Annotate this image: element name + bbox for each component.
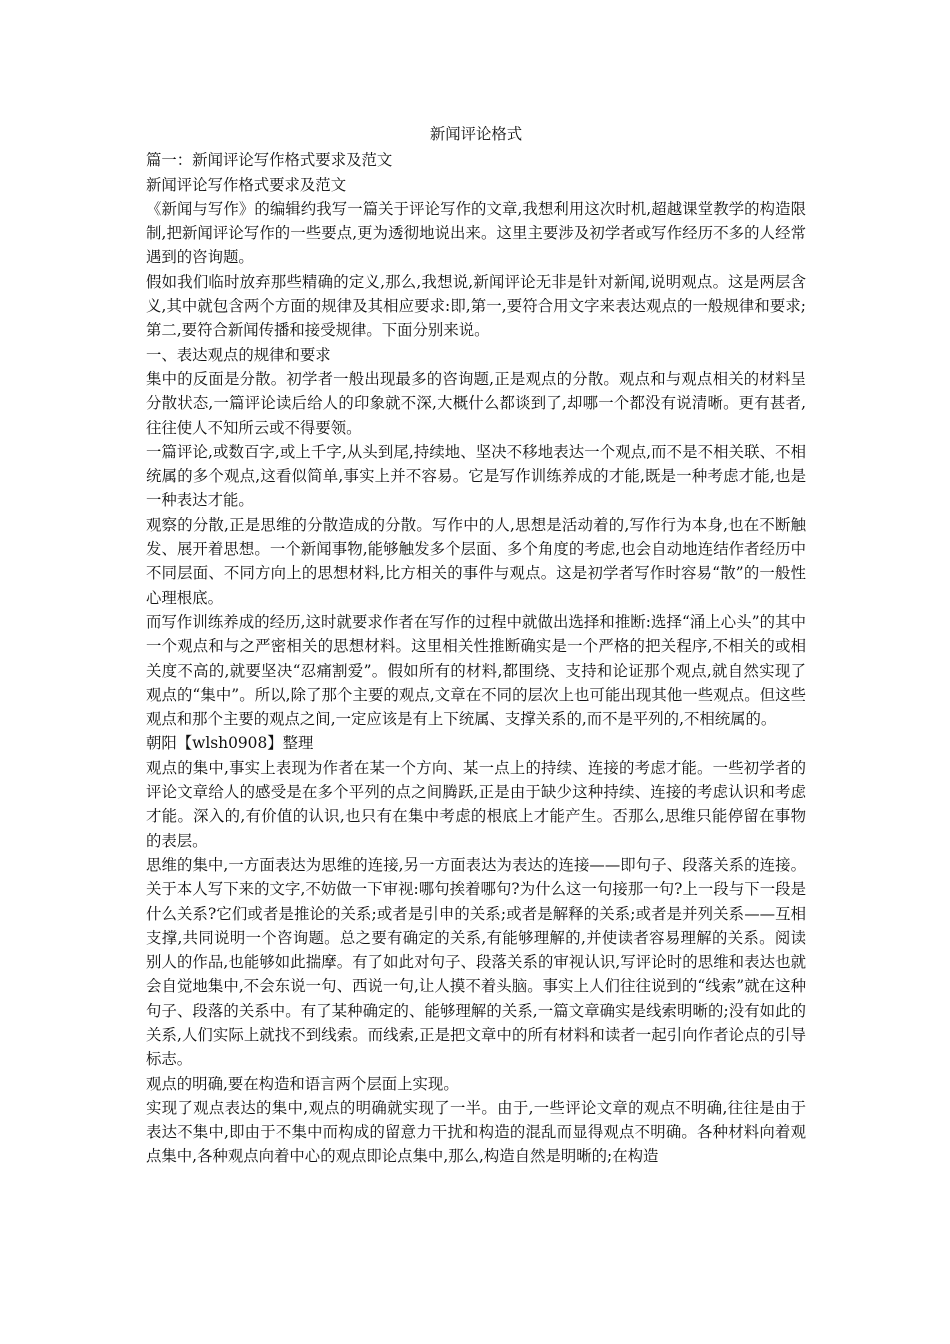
paragraph-dispersion: 集中的反面是分散。初学者一般出现最多的咨询题,正是观点的分散。观点和与观点相关的材料呈分散状态,一篇评论读后给人的印象就不深,大概什么都谈到了,却哪一个都没有说清晰。更有甚者,往往使人不知所云或不得要领。 [146, 369, 806, 437]
paragraph-definition: 假如我们临时放弃那些精确的定义,那么,我想说,新闻评论无非是针对新闻,说明观点。这是两层含义,其中就包含两个方面的规律及其相应要求:即,第一,要符合用文字来表达观点的一般规律和要求;第二,要符合新闻传播和接受规律。下面分别来说。 [146, 272, 806, 340]
paragraph-concentration: 观点的集中,事实上表现为作者在某一个方向、某一点上的持续、连接的考虑才能。一些初学者的评论文章给人的感受是在多个平列的点之间腾跃,正是由于缺少这种持续、连接的考虑认识和考虑才能。深入的,有价值的认识,也只有在集中考虑的根底上才能产生。否那么,思维只能停留在事物的表层。 [146, 758, 806, 850]
paragraph-single-viewpoint: 一篇评论,或数百字,或上千字,从头到尾,持续地、坚决不移地表达一个观点,而不是不相关联、不相统属的多个观点,这看似简单,事实上并不容易。它是写作训练养成的才能,既是一种考虑才能,也是一种表达才能。 [146, 442, 806, 510]
paragraph-credit: 朝阳【wlsh0908】整理 [146, 734, 314, 753]
document-body [146, 122, 806, 1169]
paragraph-clarity: 观点的明确,要在构造和语言两个层面上实现。 [146, 1074, 459, 1093]
paragraph-section-heading-1: 篇一：新闻评论写作格式要求及范文 [146, 151, 393, 170]
paragraph-structure: 实现了观点表达的集中,观点的明确就实现了一半。由于,一些评论文章的观点不明确,往往是由于表达不集中,即由于不集中而构成的留意力干扰和构造的混乱而显得观点不明确。各种材料向着观点集中,各种观点向着中心的观点即论点集中,那么,构造自然是明晰的;在构造 [146, 1098, 806, 1166]
paragraph-intro: 《新闻与写作》的编辑约我写一篇关于评论写作的文章,我想利用这次时机,超越课堂教学的构造限制,把新闻评论写作的一些要点,更为透彻地说出来。这里主要涉及初学者或写作经历不多的人经常遇到的咨询题。 [146, 199, 806, 267]
paragraph-selection: 而写作训练养成的经历,这时就要求作者在写作的过程中就做出选择和推断:选择“涌上心头”的其中一个观点和与之严密相关的思想材料。这里相关性推断确实是一个严格的把关程序,不相关的或相关度不高的,就要坚决“忍痛割爱”。假如所有的材料,都围绕、支持和论证那个观点,就自然实现了观点的“集中”。所以,除了那个主要的观点,文章在不同的层次上也可能出现其他一些观点。但这些观点和那个主要的观点之间,一定应该是有上下统属、支撑关系的,而不是平列的,不相统属的。 [146, 612, 806, 729]
paragraph-subtitle: 新闻评论写作格式要求及范文 [146, 175, 347, 194]
paragraph-heading-rules: 一、表达观点的规律和要求 [146, 345, 331, 364]
paragraph-thinking-connection: 思维的集中,一方面表达为思维的连接,另一方面表达为表达的连接——即句子、段落关系的连接。关于本人写下来的文字,不妨做一下审视:哪句挨着哪句?为什么这一句接那一句?上一段与下一段是什么关系?它们或者是推论的关系;或者是引申的关系;或者是解释的关系;或者是并列关系——互相支撑,共同说明一个咨询题。总之要有确定的关系,有能够理解的,并使读者容易理解的关系。阅读别人的作品,也能够如此揣摩。有了如此对句子、段落关系的审视认识,写评论时的思维和表达也就会自觉地集中,不会东说一句、西说一句,让人摸不着头脑。事实上人们往往说到的“线索”就在这种句子、段落的关系中。有了某种确定的、能够理解的关系,一篇文章确实是线索明晰的;没有如此的关系,人们实际上就找不到线索。而线索,正是把文章中的所有材料和读者一起引向作者论点的引导标志。 [146, 855, 806, 1069]
document-title: 新闻评论格式 [429, 125, 523, 143]
paragraph-thinking-dispersion: 观察的分散,正是思维的分散造成的分散。写作中的人,思想是活动着的,写作行为本身,也在不断触发、展开着思想。一个新闻事物,能够触发多个层面、多个角度的考虑,也会自动地连结作者经历中不同层面、不同方向上的思想材料,比方相关的事件与观点。这是初学者写作时容易“散”的一般性心理根底。 [146, 515, 806, 607]
